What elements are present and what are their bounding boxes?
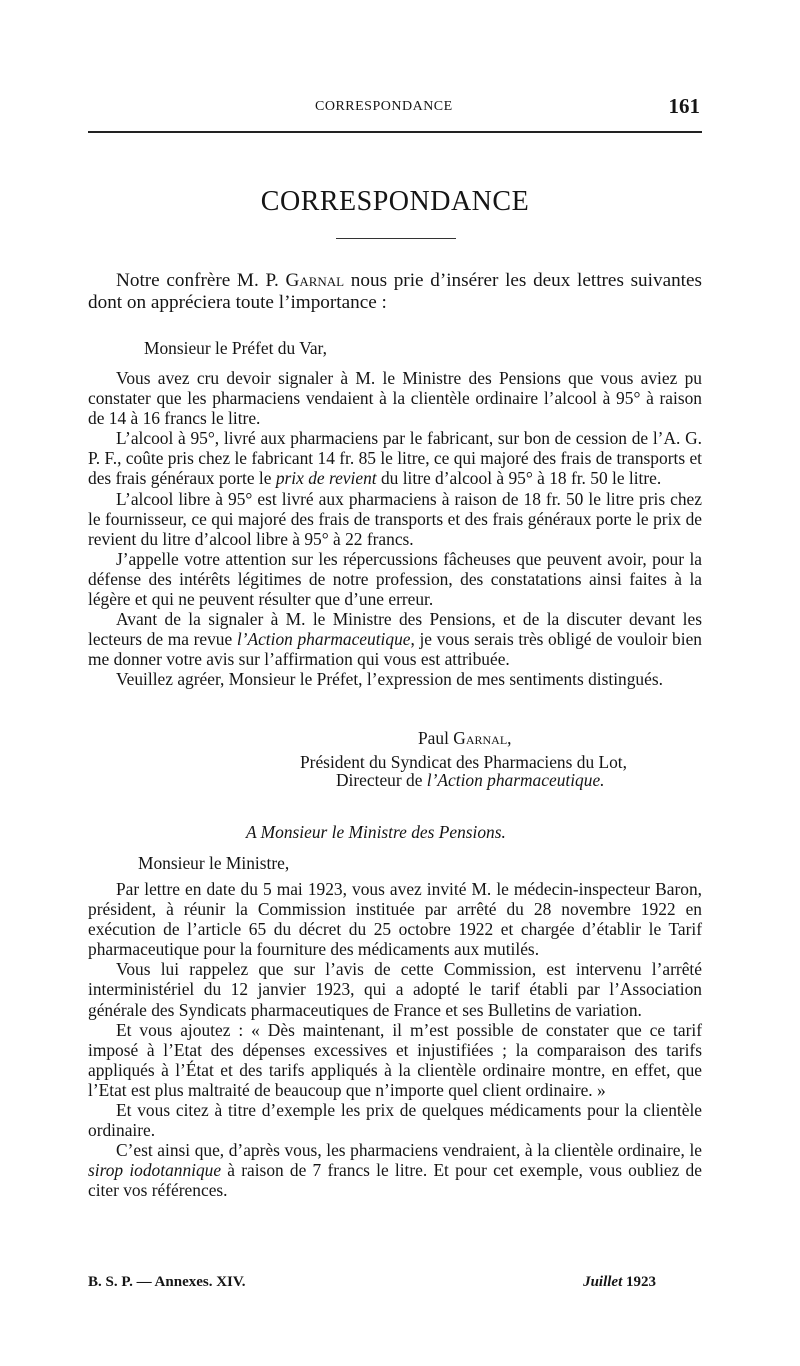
letter1-paragraph: L’alcool libre à 95° est livré aux pharmaciens à raison de 18 fr. 50 le litre pris chez le fournisseur, ce qui majoré des frais de transports et des frais généraux porte le prix de revient du litre d’alcool libre à 95° à 22 francs. <box>88 488 702 549</box>
letter1-paragraph: Avant de la signaler à M. le Ministre des Pensions, et de la discuter devant les lecteurs de ma revue l’Action pharmaceutique, je vous serais très obligé de vouloir bien me donner votre avis sur l’affirmation qui vous est attribuée. <box>88 609 702 670</box>
intro-paragraph <box>88 270 702 314</box>
letter2-address: A Monsieur le Ministre des Pensions. <box>246 822 506 842</box>
letter2-paragraph: Et vous citez à titre d’exemple les prix de quelques médicaments pour la clientèle ordinaire. <box>88 1100 702 1141</box>
letter2-salutation: Monsieur le Ministre, <box>138 853 290 873</box>
letter2-paragraph: Et vous ajoutez : « Dès maintenant, il m’est possible de constater que ce tarif imposé à l’Etat des dépenses excessives et injustifiées ; la comparaison des tarifs appliqués à l’État et des tarifs appliqués à la clientèle ordinaire montre, en effet, que l’Etat est plus maltraité de beaucoup que n’importe quel client ordinaire. » <box>88 1019 702 1100</box>
signature-role: Directeur de l’Action pharmaceutique. <box>336 770 605 790</box>
intro-author-name: Garnal <box>285 270 345 291</box>
letter1-paragraph: L’alcool à 95°, livré aux pharmaciens par le fabricant, sur bon de cession de l’A. G. P. F., coûte pris chez le fabricant 14 fr. 85 le litre, ce qui majoré des frais de transports et des frais généraux porte le prix de revient du litre d’alcool à 95° à 18 fr. 50 le litre. <box>88 428 702 489</box>
title-rule <box>336 238 456 239</box>
signature: Paul Garnal, <box>418 728 512 748</box>
letter1-paragraph: J’appelle votre attention sur les répercussions fâcheuses que peuvent avoir, pour la défense des intérêts légitimes de notre profession, des constatations ainsi faites à la légère et qui ne peuvent résulter que d’une erreur. <box>88 548 702 610</box>
letter1-paragraph: Veuillez agréer, Monsieur le Préfet, l’expression de mes sentiments distingués. <box>116 669 663 690</box>
intro-text: Notre confrère M. P. <box>116 270 286 291</box>
letter2-paragraph: Par lettre en date du 5 mai 1923, vous avez invité M. le médecin-inspecteur Baron, président, à réunir la Commission instituée par arrêté du 28 novembre 1922 en exécution de l’article 65 du décret du 25 octobre 1922 et chargée d’établir le Tarif pharmaceutique pour la fourniture des médicaments aux mutilés. <box>88 879 702 960</box>
running-header <box>88 96 702 122</box>
letter1-body <box>88 368 702 690</box>
letter2-paragraph: Vous lui rappelez que sur l’avis de cette Commission, est intervenu l’arrêté interministériel du 12 janvier 1923, qui a adopté le tarif établi par l’Association générale des Syndicats pharmaceutiques de France et ses Bulletins de variation. <box>88 959 702 1020</box>
running-title: CORRESPONDANCE <box>315 99 453 114</box>
page-number: 161 <box>668 94 700 118</box>
letter1-salutation: Monsieur le Préfet du Var, <box>144 338 327 358</box>
intro-text-end: nous prie d’insérer les deux lettres suivantes dont on appréciera toute l’importance : <box>88 270 702 313</box>
signature-role: Président du Syndicat des Pharmaciens du Lot, <box>300 752 627 772</box>
footer-reference: B. S. P. — Annexes. XIV. <box>88 1274 246 1290</box>
page-title: CORRESPONDANCE <box>260 186 530 217</box>
header-rule <box>88 131 702 133</box>
letter2-body <box>88 879 702 1201</box>
letter2-paragraph: C’est ainsi que, d’après vous, les pharmaciens vendraient, à la clientèle ordinaire, le sirop iodotannique à raison de 7 francs le litre. Et pour cet exemple, vous oubliez de citer vos références. <box>88 1140 702 1201</box>
footer-date: Juillet 1923 <box>583 1274 656 1290</box>
letter1-paragraph: Vous avez cru devoir signaler à M. le Ministre des Pensions que vous aviez pu constater que les pharmaciens vendaient à la clientèle ordinaire l’alcool à 95° à raison de 14 à 16 francs le litre. <box>88 368 702 429</box>
